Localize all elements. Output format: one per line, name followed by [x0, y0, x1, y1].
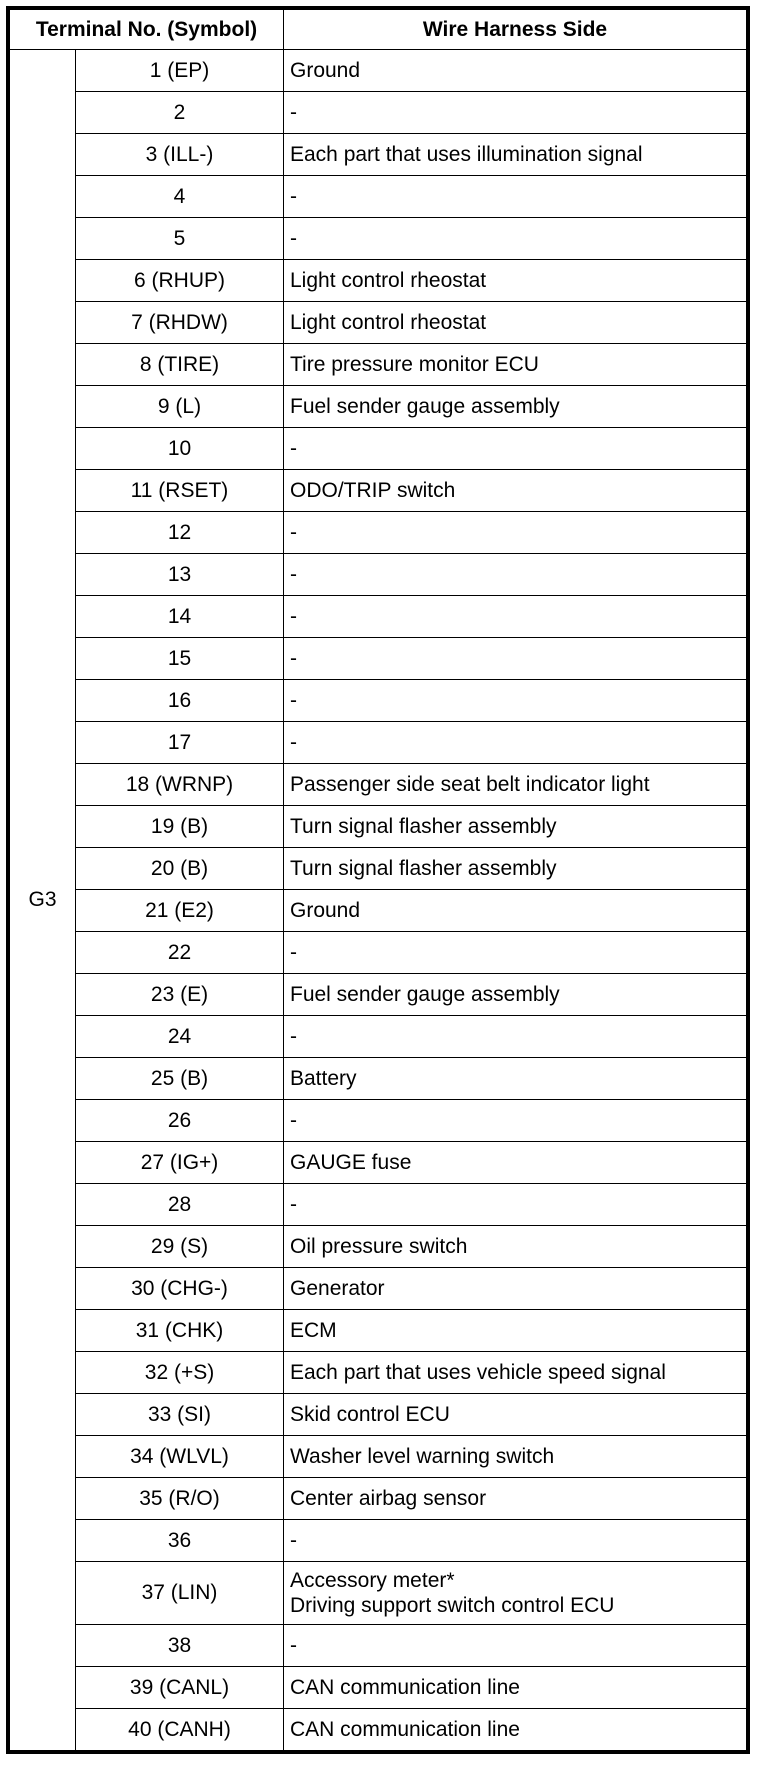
- table-row: [10, 1352, 747, 1394]
- terminal-table: [9, 9, 747, 1751]
- terminal-cell: 10: [76, 428, 284, 470]
- wire-harness-text: Light control rheostat: [290, 268, 487, 292]
- terminal-cell: 30 (CHG-): [76, 1268, 284, 1310]
- table-row: [10, 680, 747, 722]
- table-row: [10, 1562, 747, 1625]
- wire-harness-text: Fuel sender gauge assembly: [290, 982, 560, 1006]
- header-terminal: Terminal No. (Symbol): [10, 10, 284, 50]
- terminal-cell: 31 (CHK): [76, 1310, 284, 1352]
- wire-harness-cell: [284, 1394, 747, 1436]
- terminal-cell: 1 (EP): [76, 50, 284, 92]
- table-row: [10, 50, 747, 92]
- wire-harness-cell: [284, 1184, 747, 1226]
- wire-harness-cell: [284, 1709, 747, 1751]
- wire-harness-cell: [284, 344, 747, 386]
- table-row: [10, 1478, 747, 1520]
- wire-harness-cell: [284, 890, 747, 932]
- terminal-cell: 40 (CANH): [76, 1709, 284, 1751]
- table-row: [10, 638, 747, 680]
- table-row: [10, 596, 747, 638]
- wire-harness-cell: [284, 386, 747, 428]
- table-row: [10, 554, 747, 596]
- terminal-cell: 7 (RHDW): [76, 302, 284, 344]
- wire-harness-text: Skid control ECU: [290, 1402, 450, 1426]
- wire-harness-text: Turn signal flasher assembly: [290, 856, 557, 880]
- wire-harness-text: Each part that uses vehicle speed signal: [290, 1360, 666, 1384]
- wire-harness-text: Turn signal flasher assembly: [290, 814, 557, 838]
- wire-harness-text: -: [290, 688, 297, 712]
- table-row: [10, 1226, 747, 1268]
- wire-harness-text: Battery: [290, 1066, 357, 1090]
- table-row: [10, 1709, 747, 1751]
- wire-harness-cell: [284, 680, 747, 722]
- terminal-cell: 5: [76, 218, 284, 260]
- table-row: [10, 218, 747, 260]
- terminal-cell: 35 (R/O): [76, 1478, 284, 1520]
- wire-harness-cell: [284, 974, 747, 1016]
- wire-harness-cell: [284, 1625, 747, 1667]
- terminal-cell: 36: [76, 1520, 284, 1562]
- wire-harness-text: Oil pressure switch: [290, 1234, 468, 1258]
- terminal-cell: 28: [76, 1184, 284, 1226]
- wire-harness-text: -: [290, 100, 297, 124]
- wire-harness-text: -: [290, 1192, 297, 1216]
- table-row: [10, 260, 747, 302]
- terminal-cell: 37 (LIN): [76, 1562, 284, 1625]
- terminal-cell: 19 (B): [76, 806, 284, 848]
- table-row: [10, 1310, 747, 1352]
- table-body: [10, 50, 747, 1751]
- table-row: [10, 92, 747, 134]
- terminal-cell: 21 (E2): [76, 890, 284, 932]
- wire-harness-text: CAN communication line: [290, 1717, 520, 1741]
- terminal-cell: 29 (S): [76, 1226, 284, 1268]
- table-row: [10, 848, 747, 890]
- wire-harness-text: Light control rheostat: [290, 310, 487, 334]
- table-container: [6, 6, 750, 1759]
- wire-harness-cell: [284, 1268, 747, 1310]
- terminal-cell: 17: [76, 722, 284, 764]
- wire-harness-text: ECM: [290, 1318, 337, 1342]
- wire-harness-text: Tire pressure monitor ECU: [290, 352, 539, 376]
- wire-harness-text: -: [290, 940, 297, 964]
- wire-harness-cell: [284, 554, 747, 596]
- wire-harness-cell: [284, 848, 747, 890]
- wire-harness-cell: [284, 260, 747, 302]
- table-row: [10, 1625, 747, 1667]
- wire-harness-text: -: [290, 562, 297, 586]
- wire-harness-text: -: [290, 184, 297, 208]
- terminal-cell: 26: [76, 1100, 284, 1142]
- table-row: [10, 1058, 747, 1100]
- wire-harness-cell: [284, 176, 747, 218]
- wire-harness-cell: [284, 764, 747, 806]
- wire-harness-cell: [284, 302, 747, 344]
- terminal-cell: 12: [76, 512, 284, 554]
- wire-harness-text: Each part that uses illumination signal: [290, 142, 643, 166]
- wire-harness-text: CAN communication line: [290, 1675, 520, 1699]
- table-row: [10, 1100, 747, 1142]
- table-row: [10, 1436, 747, 1478]
- table-row: [10, 302, 747, 344]
- connector-cell: G3: [10, 50, 76, 1751]
- wire-harness-text: -: [290, 604, 297, 628]
- terminal-cell: 38: [76, 1625, 284, 1667]
- wire-harness-cell: [284, 932, 747, 974]
- table-row: [10, 1142, 747, 1184]
- wire-harness-cell: [284, 1520, 747, 1562]
- table-row: [10, 722, 747, 764]
- wire-harness-text: -: [290, 436, 297, 460]
- table-row: [10, 428, 747, 470]
- table-row: [10, 1394, 747, 1436]
- wire-harness-text: -: [290, 730, 297, 754]
- terminal-cell: 9 (L): [76, 386, 284, 428]
- terminal-cell: 34 (WLVL): [76, 1436, 284, 1478]
- table-row: [10, 932, 747, 974]
- terminal-cell: 23 (E): [76, 974, 284, 1016]
- terminal-cell: 32 (+S): [76, 1352, 284, 1394]
- terminal-cell: 18 (WRNP): [76, 764, 284, 806]
- header-row: [10, 10, 747, 50]
- wire-harness-text: -: [290, 646, 297, 670]
- terminal-cell: 39 (CANL): [76, 1667, 284, 1709]
- terminal-cell: 11 (RSET): [76, 470, 284, 512]
- wire-harness-text: Ground: [290, 898, 361, 922]
- terminal-cell: 22: [76, 932, 284, 974]
- terminal-cell: 27 (IG+): [76, 1142, 284, 1184]
- table-row: [10, 386, 747, 428]
- table-row: [10, 1016, 747, 1058]
- wire-harness-text: -: [290, 1024, 297, 1048]
- table-row: [10, 974, 747, 1016]
- table-row: [10, 1184, 747, 1226]
- wire-harness-text: Ground: [290, 58, 361, 82]
- terminal-cell: 4: [76, 176, 284, 218]
- table-row: [10, 806, 747, 848]
- wire-harness-cell: [284, 1352, 747, 1394]
- terminal-cell: 3 (ILL-): [76, 134, 284, 176]
- terminal-cell: 33 (SI): [76, 1394, 284, 1436]
- wire-harness-cell: [284, 1478, 747, 1520]
- wire-harness-text: Driving support switch control ECU: [290, 1594, 615, 1617]
- wire-harness-cell: [284, 1562, 747, 1625]
- wire-harness-text: -: [290, 1528, 297, 1552]
- wire-harness-cell: [284, 92, 747, 134]
- table-frame: [6, 6, 750, 1754]
- wire-harness-text: -: [290, 520, 297, 544]
- wire-harness-cell: [284, 638, 747, 680]
- wire-harness-text: -: [290, 1633, 297, 1657]
- wire-harness-text: Generator: [290, 1276, 385, 1300]
- wire-harness-cell: [284, 1436, 747, 1478]
- table-row: [10, 764, 747, 806]
- wire-harness-cell: [284, 722, 747, 764]
- wire-harness-cell: [284, 218, 747, 260]
- wire-harness-cell: [284, 134, 747, 176]
- wire-harness-cell: [284, 1016, 747, 1058]
- wire-harness-text: GAUGE fuse: [290, 1150, 412, 1174]
- wire-harness-text: Passenger side seat belt indicator light: [290, 772, 650, 796]
- wire-harness-cell: [284, 512, 747, 554]
- wire-harness-cell: [284, 806, 747, 848]
- wire-harness-cell: [284, 596, 747, 638]
- table-row: [10, 176, 747, 218]
- wire-harness-text: Fuel sender gauge assembly: [290, 394, 560, 418]
- wire-harness-cell: [284, 1100, 747, 1142]
- wire-harness-cell: [284, 470, 747, 512]
- wire-harness-cell: [284, 1310, 747, 1352]
- terminal-cell: 13: [76, 554, 284, 596]
- terminal-cell: 25 (B): [76, 1058, 284, 1100]
- table-row: [10, 344, 747, 386]
- terminal-cell: 15: [76, 638, 284, 680]
- table-row: [10, 1667, 747, 1709]
- wire-harness-cell: [284, 428, 747, 470]
- wire-harness-cell: [284, 1667, 747, 1709]
- wire-harness-text: -: [290, 226, 297, 250]
- terminal-cell: 20 (B): [76, 848, 284, 890]
- table-row: [10, 512, 747, 554]
- wire-harness-text: Washer level warning switch: [290, 1444, 555, 1468]
- wire-harness-text: Accessory meter*: [290, 1568, 455, 1592]
- terminal-cell: 14: [76, 596, 284, 638]
- table-row: [10, 890, 747, 932]
- terminal-cell: 8 (TIRE): [76, 344, 284, 386]
- table-row: [10, 1520, 747, 1562]
- wire-harness-text: ODO/TRIP switch: [290, 478, 456, 502]
- terminal-cell: 24: [76, 1016, 284, 1058]
- wire-harness-cell: [284, 1058, 747, 1100]
- wire-harness-cell: [284, 1226, 747, 1268]
- wire-harness-cell: [284, 1142, 747, 1184]
- terminal-cell: 16: [76, 680, 284, 722]
- wire-harness-text: -: [290, 1108, 297, 1132]
- table-row: [10, 134, 747, 176]
- wire-harness-cell: [284, 50, 747, 92]
- table-row: [10, 470, 747, 512]
- table-row: [10, 1268, 747, 1310]
- header-wire-harness: Wire Harness Side: [284, 10, 747, 50]
- terminal-cell: 2: [76, 92, 284, 134]
- terminal-cell: 6 (RHUP): [76, 260, 284, 302]
- wire-harness-text: Center airbag sensor: [290, 1486, 487, 1510]
